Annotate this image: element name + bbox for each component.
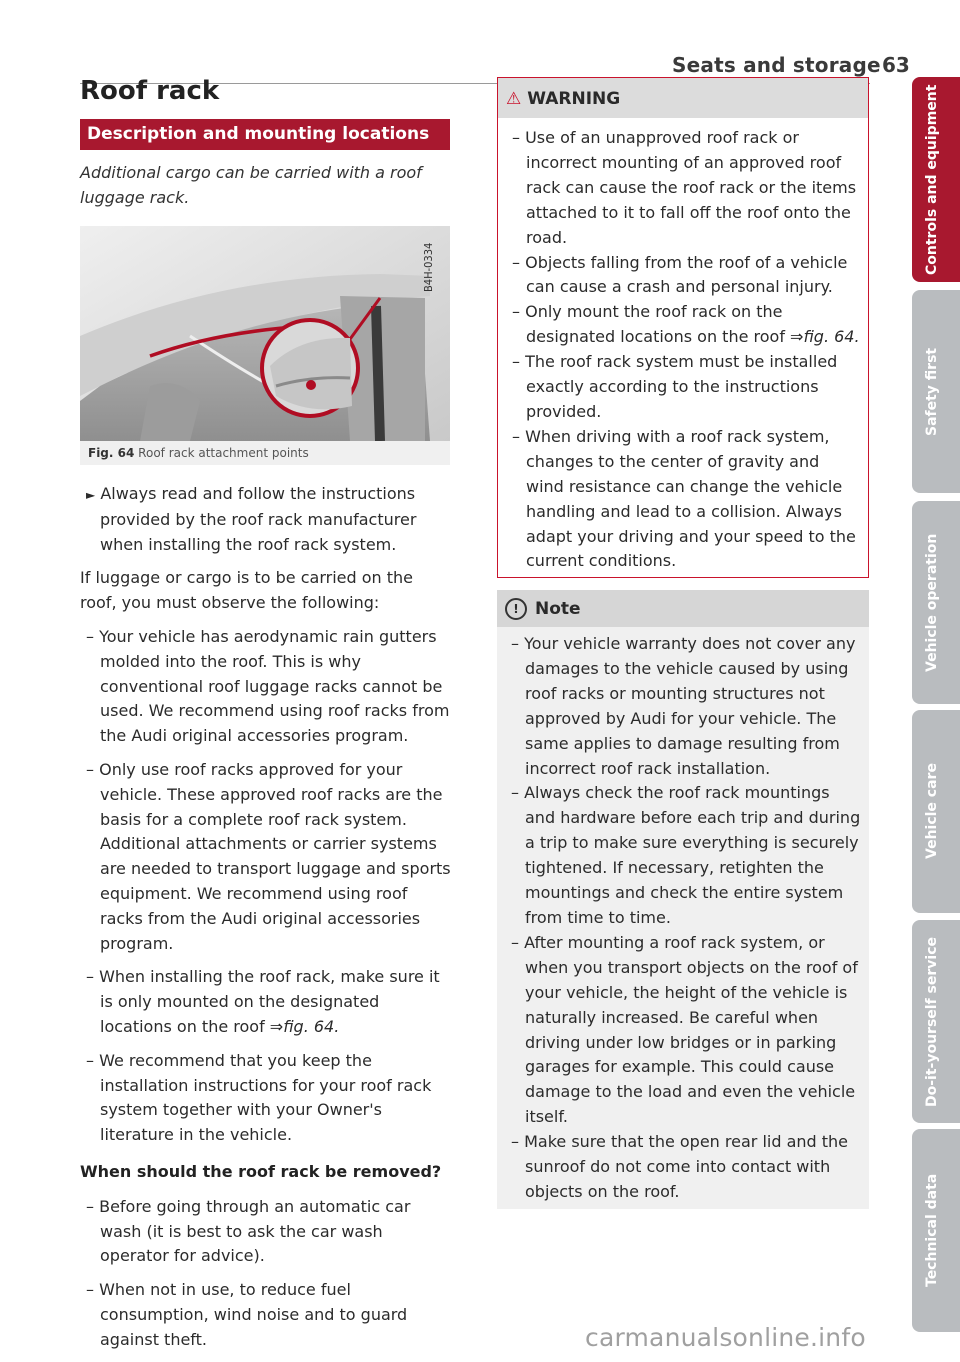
figure-reference[interactable]: fig. 64. <box>803 327 860 347</box>
note-title: Note <box>535 599 581 619</box>
arrow-icon: ⇒ <box>790 327 804 347</box>
warning-header <box>498 78 868 118</box>
running-header-section: Seats and storage <box>672 53 881 77</box>
subheading: When should the roof rack be removed? <box>80 1161 442 1181</box>
info-circle-icon: ! <box>505 598 527 620</box>
warning-item: – When driving with a roof rack system, changes to the center of gravity and wind resistance can change the vehicle handling and lead to a collision. Always adapt your driving and your speed to the current conditions. <box>512 426 856 571</box>
page-title: Roof rack <box>80 76 220 106</box>
arrow-icon: ⇒ <box>269 1016 284 1036</box>
intro-text: Additional cargo can be carried with a roof luggage rack. <box>80 163 422 207</box>
note-item: – Always check the roof rack mountings and hardware before each trip and during a trip to make sure everything is securely tightened. If necessary, retighten the mountings and check the entire system from time to time. <box>511 783 861 927</box>
warning-item: – Use of an unapproved roof rack or incorrect mounting of an approved roof rack can cause the roof rack or the items attached to it to fall off the roof onto the road. <box>512 128 857 247</box>
list-item: – Before going through an automatic car wash (it is best to ask the car wash operator for advice). <box>86 1196 411 1266</box>
list-item: – Only use roof racks approved for your vehicle. These approved roof racks are the basis for a complete roof rack system. Additional attachments or carrier systems are needed to transport luggage and sports equipment. We recommend using roof racks from the Audi original accessories program. <box>86 759 451 953</box>
warning-item: – Objects falling from the roof of a vehicle can cause a crash and personal injury. <box>512 252 848 297</box>
figure-code: B4H-0334 <box>422 242 435 292</box>
roof-rack-illustration <box>80 226 450 441</box>
tab-vehicle-care[interactable]: Vehicle care <box>912 710 960 913</box>
tab-controls-and-equipment[interactable]: Controls and equipment <box>912 77 960 282</box>
tab-technical-data[interactable]: Technical data <box>912 1129 960 1332</box>
list-item: – When installing the roof rack, make sure it is only mounted on the designated locations on the roof ⇒fig. 64. <box>86 967 440 1036</box>
note-header <box>497 590 869 627</box>
watermark: carmanualsonline.info <box>585 1323 866 1352</box>
warning-item: – Only mount the roof rack on the designated locations on the roof ⇒fig. 64. <box>512 302 860 347</box>
warning-triangle-icon: ⚠ <box>506 89 522 109</box>
note-item: – After mounting a roof rack system, or when you transport objects on the roof of your vehicle, the height of the vehicle is naturally increased. Be careful when driving under low bridges or in parking garages for example. This could cause damage to the load and even the vehicle itself. <box>511 932 858 1127</box>
note-box <box>497 590 869 1209</box>
warning-box <box>497 77 869 578</box>
figure-caption <box>80 441 450 465</box>
left-column <box>80 482 452 1362</box>
instruction-step <box>80 482 452 557</box>
note-item: – Your vehicle warranty does not cover any damages to the vehicle caused by using roof racks or mounting structures not approved by Audi for your vehicle. The same applies to damage resulting from incorrect roof rack installation. <box>511 634 856 778</box>
page-number: 63 <box>882 53 910 77</box>
paragraph: If luggage or cargo is to be carried on the roof, you must observe the following: <box>80 568 413 613</box>
section-heading: Description and mounting locations <box>80 119 450 150</box>
note-body <box>497 627 869 1205</box>
note-item: – Make sure that the open rear lid and the sunroof do not come into contact with objects on the roof. <box>511 1132 849 1201</box>
tab-do-it-yourself-service[interactable]: Do-it-yourself service <box>912 920 960 1123</box>
figure-caption-text: Roof rack attachment points <box>138 446 309 460</box>
list-item: – When not in use, to reduce fuel consumption, wind noise and to guard against theft. <box>86 1280 408 1349</box>
warning-body <box>498 118 868 574</box>
list-item: – We recommend that you keep the installation instructions for your roof rack system together with your Owner's literature in the vehicle. <box>86 1050 432 1145</box>
figure-caption-number: Fig. 64 <box>88 446 135 460</box>
warning-title: WARNING <box>527 89 621 109</box>
figure-reference[interactable]: fig. 64. <box>283 1016 340 1036</box>
tab-safety-first[interactable]: Safety first <box>912 290 960 493</box>
warning-item: – The roof rack system must be installed exactly according to the instructions provided. <box>512 352 838 421</box>
list-item: – Your vehicle has aerodynamic rain gutters molded into the roof. This is why conventional roof luggage racks cannot be used. We recommend using roof racks from the Audi original accessories program. <box>86 626 450 746</box>
instruction-step-text: Always read and follow the instructions provided by the roof rack manufacturer when installing the roof rack system. <box>100 484 417 554</box>
roof-rack-figure <box>80 226 450 441</box>
tab-vehicle-operation[interactable]: Vehicle operation <box>912 501 960 704</box>
triangle-bullet-icon: ► <box>86 488 96 502</box>
